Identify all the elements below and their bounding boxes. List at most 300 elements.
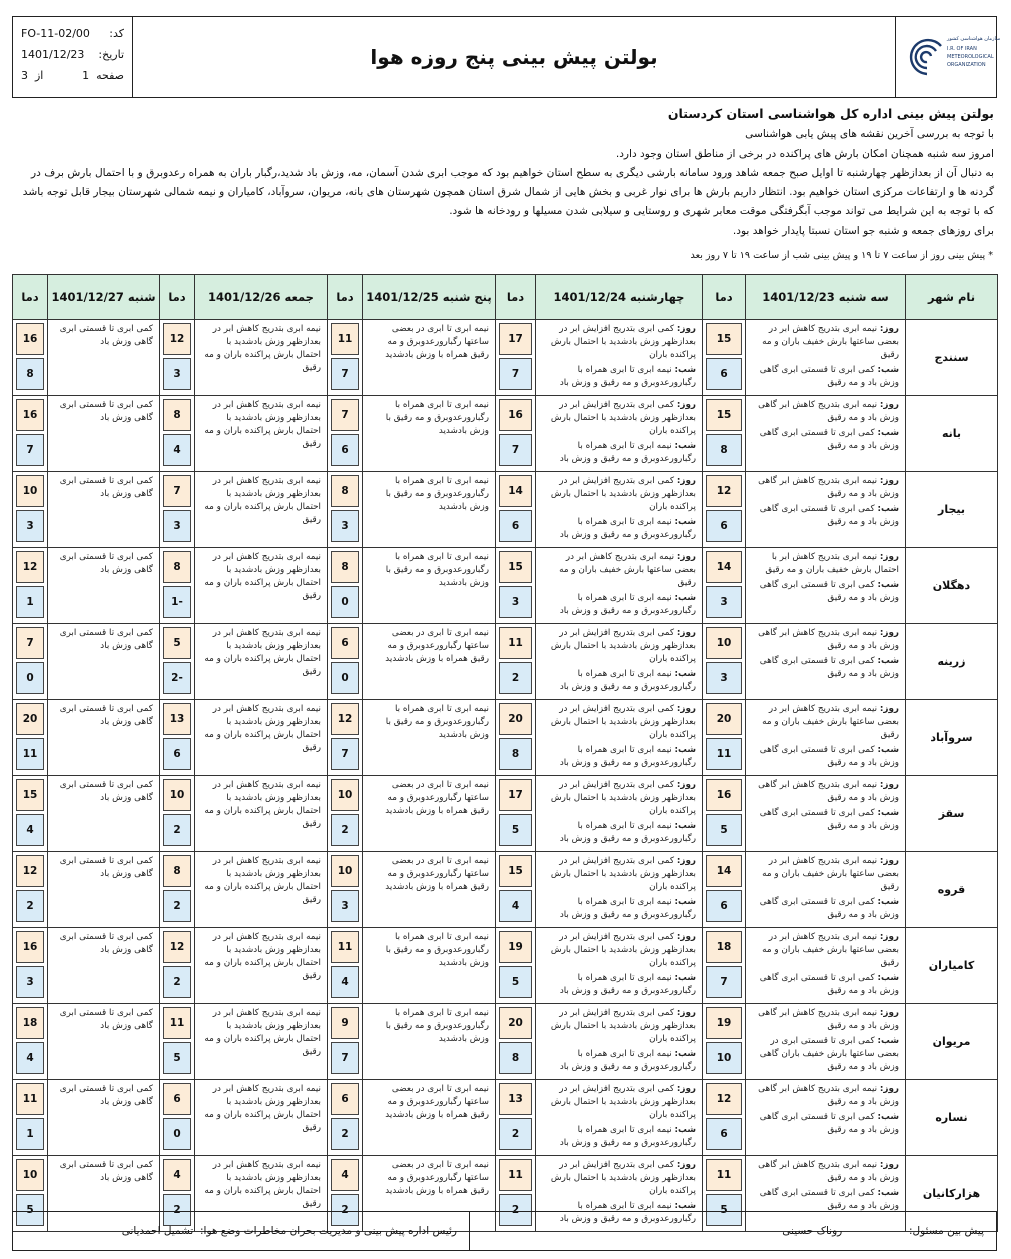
night-forecast: کمی ابری تا قسمتی ابری گاهی وزش باد و مه رقیق (759, 973, 899, 996)
forecast-description (363, 1004, 496, 1080)
min-temp: 6 (706, 510, 742, 542)
intro-line: برای روزهای جمعه و شنبه جو استان نسبتا پایدار خواهد بود. (732, 224, 994, 237)
night-label: شب: (877, 897, 899, 907)
max-temp: 16 (499, 399, 532, 431)
temperature-cell (703, 548, 746, 624)
forecast-description (363, 776, 496, 852)
day-forecast: نیمه ابری بتدریج کاهش ابر گاهی وزش باد و مه رقیق (758, 780, 899, 803)
temperature-cell (703, 624, 746, 700)
day-label: روز: (676, 400, 696, 410)
min-temp: 2 (499, 1194, 532, 1226)
night-forecast: کمی ابری تا قسمتی ابری گاهی وزش باد و مه رقیق (759, 745, 899, 768)
forecast-text: نیمه ابری بتدریج کاهش ابر در بعدازظهر وزش بادشدید با احتمال بارش پراکنده باران و مه رقیق (204, 476, 321, 525)
night-forecast: کمی ابری تا قسمتی ابری گاهی وزش باد و مه رقیق (759, 365, 899, 388)
min-temp: 4 (499, 890, 532, 922)
forecast-description (536, 396, 703, 472)
day-label: روز: (879, 476, 899, 486)
night-forecast: نیمه ابری تا ابری همراه با رگبارورعدوبرق و مه رقیق و وزش باد (559, 973, 696, 996)
min-temp: 8 (499, 1042, 532, 1074)
min-temp: 4 (331, 966, 359, 998)
table-row (13, 1080, 998, 1156)
night-forecast: نیمه ابری تا ابری همراه با رگبارورعدوبرق و مه رقیق و وزش باد (559, 897, 696, 920)
night-label: شب: (877, 973, 899, 983)
min-temp: 8 (706, 434, 742, 466)
max-temp: 16 (16, 399, 44, 431)
max-temp: 12 (331, 703, 359, 735)
day-label: روز: (676, 704, 696, 714)
max-temp: 17 (499, 779, 532, 811)
min-temp: 7 (499, 358, 532, 390)
forecast-description (48, 700, 160, 776)
bulletin-intro (14, 104, 994, 241)
forecast-description (746, 548, 906, 624)
forecast-description (195, 852, 328, 928)
forecast-text: کمی ابری تا قسمتی ابری گاهی وزش باد (59, 1160, 153, 1183)
night-label: شب: (877, 504, 899, 514)
table-row (13, 1004, 998, 1080)
min-temp: 5 (706, 814, 742, 846)
max-temp: 9 (331, 1007, 359, 1039)
day-forecast: نیمه ابری بتدریج کاهش ابر در بعضی ساعتها بارش خفیف باران و مه رقیق (762, 324, 899, 360)
max-temp: 6 (163, 1083, 191, 1115)
temperature-cell (13, 776, 48, 852)
max-temp: 15 (706, 323, 742, 355)
forecast-description (536, 776, 703, 852)
forecast-description (48, 776, 160, 852)
day-forecast: کمی ابری بتدریج افزایش ابر در بعدازظهر وزش بادشدید با احتمال بارش پراکنده باران (550, 1084, 696, 1120)
forecast-description (536, 624, 703, 700)
max-temp: 12 (706, 1083, 742, 1115)
temperature-cell (13, 852, 48, 928)
night-forecast: کمی ابری تا قسمتی ابری گاهی وزش باد و مه رقیق (759, 428, 899, 451)
night-forecast: نیمه ابری تا ابری همراه با رگبارورعدوبرق و مه رقیق و وزش باد (559, 1201, 696, 1224)
temperature-cell (496, 928, 536, 1004)
day-label: روز: (879, 552, 899, 562)
night-label: شب: (877, 808, 899, 818)
day-label: روز: (676, 476, 696, 486)
max-temp: 20 (706, 703, 742, 735)
temperature-cell (496, 396, 536, 472)
forecast-text: کمی ابری تا قسمتی ابری گاهی وزش باد (59, 628, 153, 651)
max-temp: 10 (16, 1159, 44, 1191)
forecast-text: نیمه ابری تا ابری همراه با رگبارورعدوبرق و مه رقیق با وزش بادشدید (385, 1008, 489, 1044)
day-label: روز: (879, 1160, 899, 1170)
min-temp: 3 (706, 586, 742, 618)
spiral-logo-icon (905, 26, 1001, 88)
forecast-description (746, 472, 906, 548)
forecast-description (48, 1004, 160, 1080)
forecast-text: کمی ابری تا قسمتی ابری گاهی وزش باد (59, 932, 153, 955)
day-forecast: نیمه ابری بتدریج کاهش ابر با احتمال بارش خفیف باران و مه رقیق (765, 552, 899, 575)
intro-line: که با توجه به این شرایط می تواند موجب آبگرفتگی موقت معابر شهری و روستایی و سیلابی شدن مسیلها و رودخانه ها شود. (449, 205, 994, 218)
table-row (13, 472, 998, 548)
min-temp: 0 (331, 662, 359, 694)
forecast-text: نیمه ابری تا ابری همراه با رگبارورعدوبرق و مه رقیق با وزش بادشدید (385, 476, 489, 512)
forecast-description (195, 472, 328, 548)
night-label: شب: (674, 1125, 696, 1135)
page-value: 1 (82, 69, 90, 82)
night-forecast: کمی ابری تا قسمتی ابری در بعضی ساعتها بارش خفیف باران گاهی وزش باد و مه رقیق (759, 1036, 899, 1072)
forecast-text: کمی ابری تا قسمتی ابری گاهی وزش باد (59, 476, 153, 499)
day-forecast: کمی ابری بتدریج افزایش ابر در بعدازظهر وزش بادشدید با احتمال بارش پراکنده باران (550, 856, 696, 892)
night-forecast: کمی ابری تا قسمتی ابری گاهی وزش باد و مه رقیق (759, 897, 899, 920)
temperature-cell (496, 852, 536, 928)
max-temp: 8 (331, 475, 359, 507)
forecast-text: نیمه ابری بتدریج کاهش ابر در بعدازظهر وزش بادشدید با احتمال بارش پراکنده باران و مه رقیق (204, 552, 321, 601)
chief-name: تشمیل احمدیانی (121, 1225, 194, 1237)
intro-heading: بولتن پیش بینی اداره کل هواشناسی استان کردستان (667, 106, 994, 121)
temp-column-header: دما (160, 275, 195, 320)
night-label: شب: (877, 428, 899, 438)
max-temp: 6 (331, 627, 359, 659)
day-column-header: شنبه 1401/12/27 (48, 275, 160, 320)
max-temp: 12 (163, 323, 191, 355)
day-column-header: چهارشنبه 1401/12/24 (536, 275, 703, 320)
min-temp: 7 (331, 358, 359, 390)
temperature-cell (328, 852, 363, 928)
temp-column-header: دما (496, 275, 536, 320)
intro-line: گردنه ها و ارتفاعات مرکزی استان خواهیم بود. انتظار داریم بارش ها برای نوار غربی و بخش هایی از شمال شرق استان همچون شهرستان های بانه، مریوان، سروآباد، کامیاران و نیمه شمالی شهرستان بیجار قابل توجه باشد (22, 186, 994, 199)
night-forecast: نیمه ابری تا ابری همراه با رگبارورعدوبرق و مه رقیق و وزش باد (559, 669, 696, 692)
temperature-cell (703, 928, 746, 1004)
code-label: کد: (109, 27, 124, 40)
forecast-period-note: * پیش بینی روز از ساعت ۷ تا ۱۹ و پیش بینی شب از ساعت ۱۹ تا ۷ روز بعد (690, 250, 993, 261)
forecast-description (746, 928, 906, 1004)
max-temp: 10 (706, 627, 742, 659)
forecast-description (536, 1080, 703, 1156)
temperature-cell (703, 320, 746, 396)
day-forecast: نیمه ابری بتدریج کاهش ابر گاهی وزش باد و مه رقیق (758, 400, 899, 423)
min-temp: -2 (163, 662, 191, 694)
day-forecast: نیمه ابری بتدریج کاهش ابر گاهی وزش باد و مه رقیق (758, 476, 899, 499)
day-forecast: نیمه ابری بتدریج کاهش ابر گاهی وزش باد و مه رقیق (758, 628, 899, 651)
night-label: شب: (877, 580, 899, 590)
max-temp: 13 (163, 703, 191, 735)
day-label: روز: (879, 324, 899, 334)
temperature-cell (13, 624, 48, 700)
forecast-text: کمی ابری تا قسمتی ابری گاهی وزش باد (59, 780, 153, 803)
forecast-description (48, 928, 160, 1004)
temperature-cell (328, 396, 363, 472)
svg-text:METEOROLOGICAL: METEOROLOGICAL (947, 54, 994, 60)
forecast-text: کمی ابری تا قسمتی ابری گاهی وزش باد (59, 1084, 153, 1107)
forecast-description (48, 548, 160, 624)
intro-line: به دنبال آن از بعدازظهر چهارشنبه تا اوایل صبح جمعه شاهد ورود سامانه بارشی دیگری به سطح استان خواهیم بود که موجب ابری شدن آسمان، مه، وزش باد شدید،رگبار باران به همراه رعدوبرق و با احتمال بارش برف در (31, 166, 994, 179)
min-temp: 0 (16, 662, 44, 694)
max-temp: 20 (499, 1007, 532, 1039)
temperature-cell (496, 472, 536, 548)
day-label: روز: (676, 1084, 696, 1094)
forecast-description (195, 548, 328, 624)
max-temp: 8 (163, 551, 191, 583)
forecast-text: نیمه ابری تا ابری در بعضی ساعتها رگبارورعدوبرق و مه رقیق همراه با وزش بادشدید (385, 628, 489, 664)
night-label: شب: (674, 897, 696, 907)
night-label: شب: (877, 365, 899, 375)
min-temp: 11 (706, 738, 742, 770)
night-forecast: کمی ابری تا قسمتی ابری گاهی وزش باد و مه رقیق (759, 504, 899, 527)
max-temp: 12 (706, 475, 742, 507)
temperature-cell (160, 852, 195, 928)
forecast-description (536, 700, 703, 776)
day-label: روز: (879, 780, 899, 790)
of-label: از (35, 69, 44, 82)
max-temp: 7 (163, 475, 191, 507)
max-temp: 14 (499, 475, 532, 507)
day-forecast: کمی ابری بتدریج افزایش ابر در بعدازظهر وزش بادشدید با احتمال بارش پراکنده باران (550, 324, 696, 360)
min-temp: 3 (499, 586, 532, 618)
temperature-cell (703, 776, 746, 852)
min-temp: 3 (706, 662, 742, 694)
city-column-header: نام شهر (906, 275, 998, 320)
forecast-description (195, 396, 328, 472)
night-label: شب: (674, 517, 696, 527)
max-temp: 13 (499, 1083, 532, 1115)
min-temp: 2 (499, 1118, 532, 1150)
max-temp: 15 (499, 855, 532, 887)
forecast-text: نیمه ابری تا ابری در بعضی ساعتها رگبارورعدوبرق و مه رقیق همراه با وزش بادشدید (385, 856, 489, 892)
day-label: روز: (676, 780, 696, 790)
min-temp: 2 (163, 890, 191, 922)
night-label: شب: (674, 745, 696, 755)
temperature-cell (703, 1004, 746, 1080)
forecast-text: نیمه ابری تا ابری همراه با رگبارورعدوبرق و مه رقیق با وزش بادشدید (385, 552, 489, 588)
city-name: هزارکانیان (906, 1156, 998, 1232)
table-row (13, 548, 998, 624)
forecast-text: نیمه ابری تا ابری در بعضی ساعتها رگبارورعدوبرق و مه رقیق همراه با وزش بادشدید (385, 324, 489, 360)
max-temp: 5 (163, 627, 191, 659)
table-header-row (13, 275, 998, 320)
max-temp: 11 (331, 323, 359, 355)
min-temp: 5 (16, 1194, 44, 1226)
min-temp: 2 (16, 890, 44, 922)
forecast-text: نیمه ابری تا ابری همراه با رگبارورعدوبرق و مه رقیق با وزش بادشدید (385, 400, 489, 436)
night-forecast: نیمه ابری تا ابری همراه با رگبارورعدوبرق و مه رقیق و وزش باد (559, 1125, 696, 1148)
svg-text:سازمان هواشناسی کشور: سازمان هواشناسی کشور (947, 36, 1001, 42)
temperature-cell (13, 1004, 48, 1080)
min-temp: 3 (16, 510, 44, 542)
max-temp: 11 (499, 627, 532, 659)
table-row (13, 320, 998, 396)
forecast-description (195, 1004, 328, 1080)
day-label: روز: (879, 400, 899, 410)
temperature-cell (13, 320, 48, 396)
temperature-cell (160, 928, 195, 1004)
intro-line: با توجه به بررسی آخرین نقشه های پیش یابی هواشناسی (745, 128, 994, 141)
max-temp: 17 (499, 323, 532, 355)
max-temp: 19 (499, 931, 532, 963)
day-forecast: نیمه ابری بتدریج کاهش ابر در بعضی ساعتها بارش خفیف باران و مه رقیق (762, 932, 899, 968)
max-temp: 12 (16, 855, 44, 887)
min-temp: 6 (331, 434, 359, 466)
forecast-text: نیمه ابری بتدریج کاهش ابر در بعدازظهر وزش بادشدید با احتمال بارش پراکنده باران و مه رقیق (204, 780, 321, 829)
temperature-cell (496, 624, 536, 700)
night-label: شب: (674, 669, 696, 679)
forecast-text: نیمه ابری بتدریج کاهش ابر در بعدازظهر وزش بادشدید با احتمال بارش پراکنده باران و مه رقیق (204, 856, 321, 905)
day-forecast: نیمه ابری بتدریج کاهش ابر در بعضی ساعتها بارش خفیف باران و مه رقیق (762, 704, 899, 740)
temperature-cell (13, 928, 48, 1004)
meteorological-logo (895, 17, 1001, 97)
min-temp: 5 (706, 1194, 742, 1226)
min-temp: 3 (331, 890, 359, 922)
max-temp: 8 (163, 399, 191, 431)
max-temp: 12 (16, 551, 44, 583)
night-forecast: کمی ابری تا قسمتی ابری گاهی وزش باد و مه رقیق (759, 580, 899, 603)
temp-column-header: دما (703, 275, 746, 320)
forecast-description (48, 624, 160, 700)
document-meta (13, 17, 133, 97)
day-forecast: کمی ابری بتدریج افزایش ابر در بعدازظهر وزش بادشدید با احتمال بارش پراکنده باران (550, 400, 696, 436)
min-temp: 2 (331, 1194, 359, 1226)
temp-column-header: دما (13, 275, 48, 320)
forecast-description (195, 928, 328, 1004)
night-label: شب: (674, 441, 696, 451)
min-temp: 7 (16, 434, 44, 466)
forecast-text: کمی ابری تا قسمتی ابری گاهی وزش باد (59, 552, 153, 575)
forecast-description (363, 320, 496, 396)
min-temp: 0 (331, 586, 359, 618)
max-temp: 11 (331, 931, 359, 963)
min-temp: 10 (706, 1042, 742, 1074)
temperature-cell (496, 320, 536, 396)
svg-text:I.R. OF IRAN: I.R. OF IRAN (947, 46, 977, 52)
forecast-description (195, 320, 328, 396)
temperature-cell (703, 396, 746, 472)
forecast-description (363, 1080, 496, 1156)
forecast-text: نیمه ابری بتدریج کاهش ابر در بعدازظهر وزش بادشدید با احتمال بارش پراکنده باران و مه رقیق (204, 932, 321, 981)
min-temp: 6 (499, 510, 532, 542)
night-label: شب: (674, 1049, 696, 1059)
night-label: شب: (674, 1201, 696, 1211)
min-temp: 8 (499, 738, 532, 770)
city-name: بیجار (906, 472, 998, 548)
night-label: شب: (877, 1036, 899, 1046)
day-label: روز: (879, 1084, 899, 1094)
forecast-table-body (13, 320, 998, 1232)
forecast-text: نیمه ابری تا ابری همراه با رگبارورعدوبرق و مه رقیق با وزش بادشدید (385, 704, 489, 740)
max-temp: 20 (499, 703, 532, 735)
table-row (13, 700, 998, 776)
date-label: تاریخ: (98, 48, 124, 61)
chief-label: رئیس اداره پیش بینی و مدیریت بحران مخاطرات وضع هوا: (200, 1225, 457, 1237)
forecast-description (536, 320, 703, 396)
day-label: روز: (676, 1008, 696, 1018)
page-title: بولتن پیش بینی پنج روزه هوا (370, 45, 658, 69)
max-temp: 10 (331, 779, 359, 811)
max-temp: 4 (331, 1159, 359, 1191)
temperature-cell (703, 852, 746, 928)
forecaster-label: پیش بین مسئول: (909, 1225, 984, 1237)
forecast-table (12, 274, 998, 1232)
max-temp: 12 (163, 931, 191, 963)
min-temp: 1 (16, 586, 44, 618)
day-label: روز: (676, 932, 696, 942)
city-name: زرینه (906, 624, 998, 700)
min-temp: 2 (163, 1194, 191, 1226)
temperature-cell (328, 776, 363, 852)
forecast-description (746, 396, 906, 472)
forecast-description (195, 1080, 328, 1156)
max-temp: 14 (706, 551, 742, 583)
temperature-cell (160, 320, 195, 396)
day-label: روز: (676, 628, 696, 638)
min-temp: 2 (331, 1118, 359, 1150)
day-forecast: کمی ابری بتدریج افزایش ابر در بعدازظهر وزش بادشدید با احتمال بارش پراکنده باران (550, 704, 696, 740)
night-forecast: نیمه ابری تا ابری همراه با رگبارورعدوبرق و مه رقیق و وزش باد (559, 517, 696, 540)
table-row (13, 624, 998, 700)
forecast-description (746, 1080, 906, 1156)
forecast-description (48, 396, 160, 472)
forecast-description (746, 852, 906, 928)
chief-block (13, 1212, 469, 1250)
forecast-text: کمی ابری تا قسمتی ابری گاهی وزش باد (59, 856, 153, 879)
forecast-text: نیمه ابری بتدریج کاهش ابر در بعدازظهر وزش بادشدید با احتمال بارش پراکنده باران و مه رقیق (204, 324, 321, 373)
min-temp: 6 (163, 738, 191, 770)
temperature-cell (496, 1004, 536, 1080)
temperature-cell (496, 548, 536, 624)
max-temp: 8 (163, 855, 191, 887)
forecast-text: نیمه ابری تا ابری در بعضی ساعتها رگبارورعدوبرق و مه رقیق همراه با وزش بادشدید (385, 1160, 489, 1196)
temperature-cell (13, 396, 48, 472)
forecast-text: نیمه ابری بتدریج کاهش ابر در بعدازظهر وزش بادشدید با احتمال بارش پراکنده باران و مه رقیق (204, 628, 321, 677)
min-temp: 7 (706, 966, 742, 998)
forecast-description (363, 852, 496, 928)
temperature-cell (496, 1080, 536, 1156)
city-name: سنندج (906, 320, 998, 396)
day-forecast: کمی ابری بتدریج افزایش ابر در بعدازظهر وزش بادشدید با احتمال بارش پراکنده باران (550, 932, 696, 968)
temperature-cell (160, 472, 195, 548)
night-label: شب: (674, 973, 696, 983)
forecast-description (195, 624, 328, 700)
city-name: بانه (906, 396, 998, 472)
forecast-text: کمی ابری تا قسمتی ابری گاهی وزش باد (59, 324, 153, 347)
night-forecast: کمی ابری تا قسمتی ابری گاهی وزش باد و مه رقیق (759, 1188, 899, 1211)
city-name: کامیاران (906, 928, 998, 1004)
day-label: روز: (676, 856, 696, 866)
max-temp: 15 (706, 399, 742, 431)
page-label: صفحه (96, 69, 124, 82)
forecast-text: کمی ابری تا قسمتی ابری گاهی وزش باد (59, 704, 153, 727)
day-forecast: کمی ابری بتدریج افزایش ابر در بعدازظهر وزش بادشدید با احتمال بارش پراکنده باران (550, 780, 696, 816)
temperature-cell (13, 472, 48, 548)
forecast-description (746, 776, 906, 852)
min-temp: 3 (16, 966, 44, 998)
forecast-description (363, 700, 496, 776)
temperature-cell (328, 700, 363, 776)
day-label: روز: (879, 1008, 899, 1018)
min-temp: 6 (706, 1118, 742, 1150)
code-value: FO-11-02/00 (21, 27, 90, 40)
forecast-description (536, 928, 703, 1004)
min-temp: 3 (163, 358, 191, 390)
max-temp: 18 (16, 1007, 44, 1039)
city-name: سروآباد (906, 700, 998, 776)
temperature-cell (13, 700, 48, 776)
temp-column-header: دما (328, 275, 363, 320)
max-temp: 15 (16, 779, 44, 811)
city-name: مریوان (906, 1004, 998, 1080)
temperature-cell (160, 624, 195, 700)
table-row (13, 776, 998, 852)
temperature-cell (328, 472, 363, 548)
max-temp: 7 (16, 627, 44, 659)
forecast-description (536, 1004, 703, 1080)
city-name: نساره (906, 1080, 998, 1156)
temperature-cell (13, 548, 48, 624)
forecast-description (746, 1004, 906, 1080)
night-label: شب: (877, 745, 899, 755)
temperature-cell (160, 396, 195, 472)
night-forecast: نیمه ابری تا ابری همراه با رگبارورعدوبرق و مه رقیق و وزش باد (559, 745, 696, 768)
